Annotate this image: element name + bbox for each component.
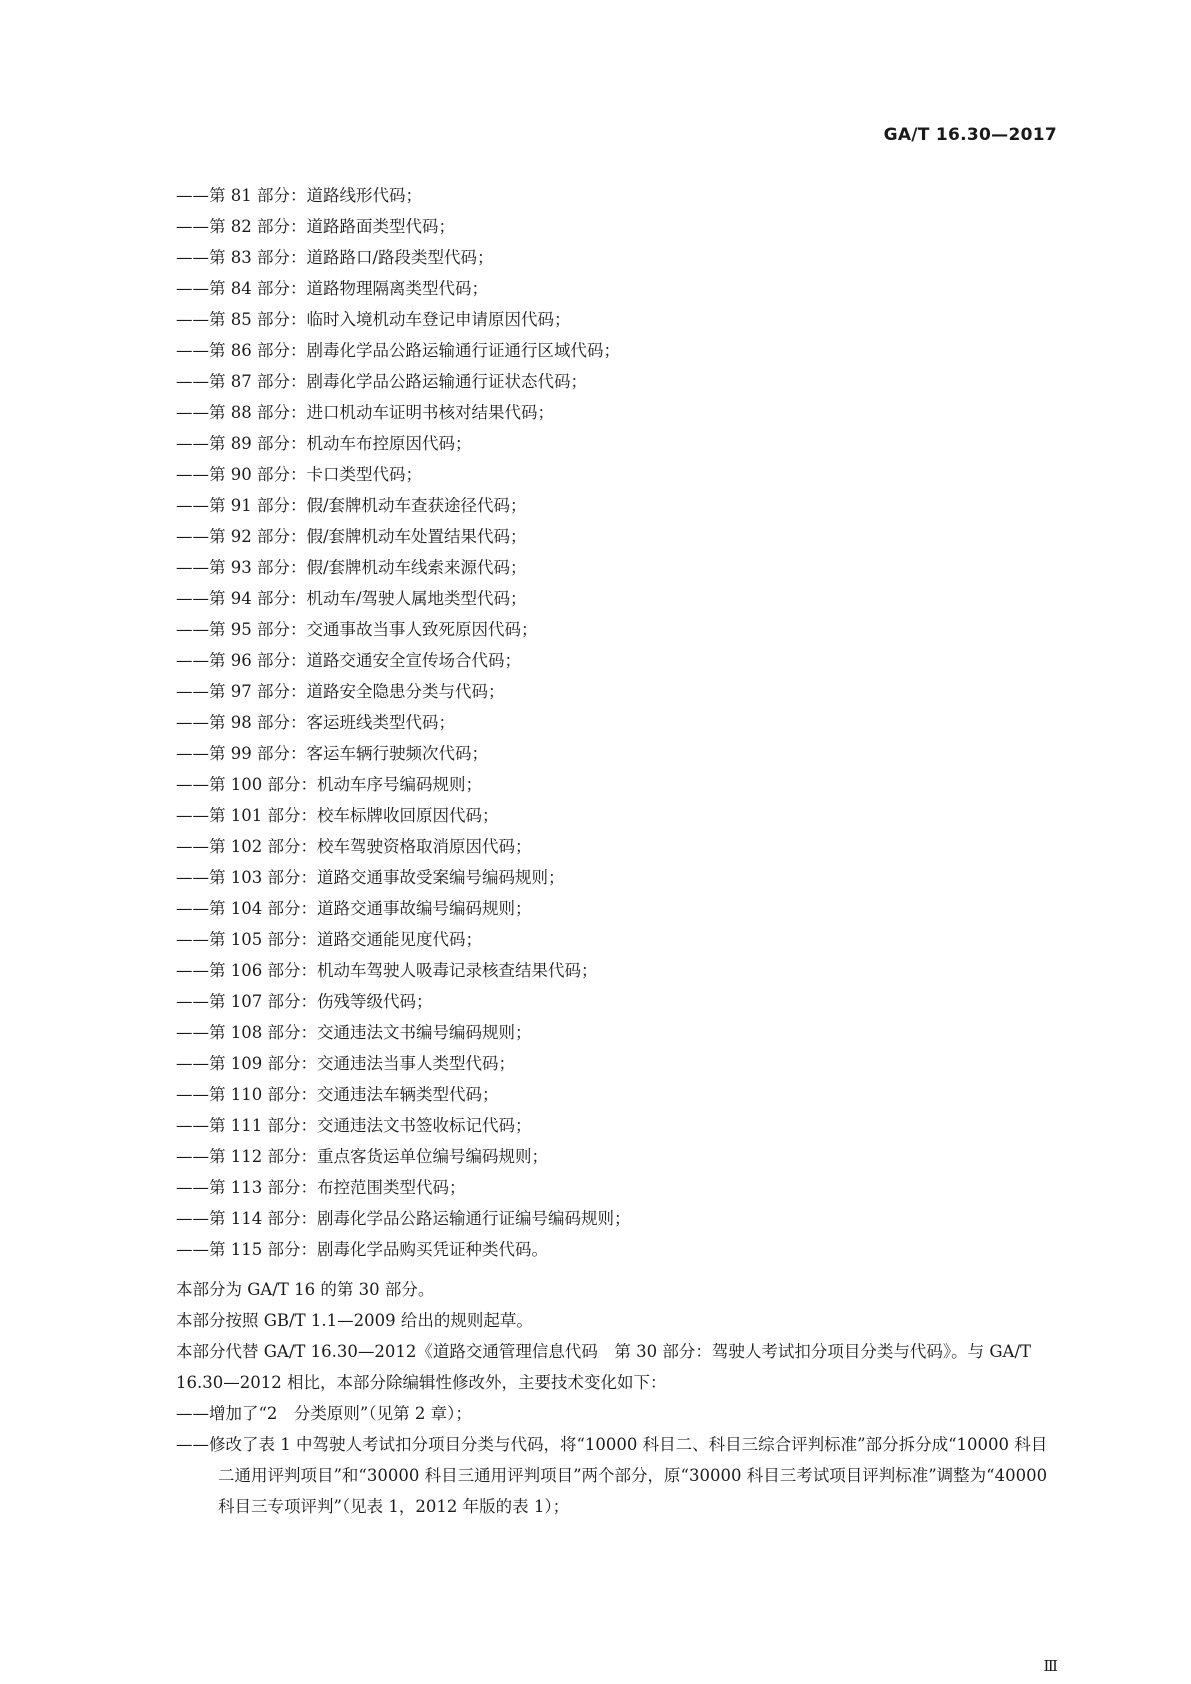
body-paragraphs [176, 1274, 1056, 1522]
paragraph-drafting-rules: 本部分按照 GB/T 1.1—2009 给出的规则起草。 [176, 1311, 533, 1330]
list-item: ——第 113 部分：布控范围类型代码； [176, 1178, 466, 1197]
change-item-added: ——增加了“2 分类原则”（见第 2 章）； [176, 1404, 472, 1423]
parts-list [176, 180, 1056, 1265]
list-item: ——第 91 部分：假/套牌机动车查获途径代码； [176, 496, 527, 515]
list-item: ——第 90 部分：卡口类型代码； [176, 465, 422, 484]
list-item: ——第 110 部分：交通违法车辆类型代码； [176, 1085, 499, 1104]
list-item: ——第 107 部分：伤残等级代码； [176, 992, 433, 1011]
document-code: GA/T 16.30—2017 [883, 125, 1057, 145]
list-item: ——第 101 部分：校车标牌收回原因代码； [176, 806, 499, 825]
list-item: ——第 87 部分：剧毒化学品公路运输通行证状态代码； [176, 372, 587, 391]
list-item: ——第 82 部分：道路路面类型代码； [176, 217, 455, 236]
list-item: ——第 111 部分：交通违法文书签收标记代码； [176, 1116, 532, 1135]
list-item: ——第 93 部分：假/套牌机动车线索来源代码； [176, 558, 527, 577]
list-item: ——第 86 部分：剧毒化学品公路运输通行证通行区域代码； [176, 341, 620, 360]
list-item: ——第 88 部分：进口机动车证明书核对结果代码； [176, 403, 554, 422]
list-item: ——第 106 部分：机动车驾驶人吸毒记录核查结果代码； [176, 961, 598, 980]
list-item: ——第 83 部分：道路路口/路段类型代码； [176, 248, 494, 267]
list-item: ——第 104 部分：道路交通事故编号编码规则； [176, 899, 532, 918]
list-item: ——第 98 部分：客运班线类型代码； [176, 713, 455, 732]
list-item: ——第 99 部分：客运车辆行驶频次代码； [176, 744, 488, 763]
list-item: ——第 85 部分：临时入境机动车登记申请原因代码； [176, 310, 571, 329]
list-item: ——第 105 部分：道路交通能见度代码； [176, 930, 482, 949]
list-item: ——第 89 部分：机动车布控原因代码； [176, 434, 472, 453]
list-item: ——第 92 部分：假/套牌机动车处置结果代码； [176, 527, 527, 546]
page-number: Ⅲ [1043, 1657, 1058, 1675]
list-item: ——第 102 部分：校车驾驶资格取消原因代码； [176, 837, 532, 856]
list-item: ——第 109 部分：交通违法当事人类型代码； [176, 1054, 515, 1073]
change-item-modified: ——修改了表 1 中驾驶人考试扣分项目分类与代码，将“10000 科目二、科目三综合评判标准”部分拆分成“10000 科目二通用评判项目”和“30000 科目三通用评判项目”两个部分，原“30000 科目三考试项目评判标准”调整为“40000 科目三专项评判”（见表 1，2012 年版的表 1）； [176, 1435, 1048, 1516]
paragraph-part-number: 本部分为 GA/T 16 的第 30 部分。 [176, 1280, 435, 1299]
list-item: ——第 95 部分：交通事故当事人致死原因代码； [176, 620, 538, 639]
list-item: ——第 94 部分：机动车/驾驶人属地类型代码； [176, 589, 527, 608]
list-item: ——第 100 部分：机动车序号编码规则； [176, 775, 482, 794]
list-item: ——第 114 部分：剧毒化学品公路运输通行证编号编码规则； [176, 1209, 631, 1228]
list-item: ——第 108 部分：交通违法文书编号编码规则； [176, 1023, 532, 1042]
list-item: ——第 81 部分：道路线形代码； [176, 186, 422, 205]
list-item: ——第 115 部分：剧毒化学品购买凭证种类代码。 [176, 1240, 548, 1259]
list-item: ——第 112 部分：重点客货运单位编号编码规则； [176, 1147, 548, 1166]
list-item: ——第 97 部分：道路安全隐患分类与代码； [176, 682, 505, 701]
list-item: ——第 84 部分：道路物理隔离类型代码； [176, 279, 488, 298]
list-item: ——第 103 部分：道路交通事故受案编号编码规则； [176, 868, 565, 887]
list-item: ——第 96 部分：道路交通安全宣传场合代码； [176, 651, 521, 670]
paragraph-replacement: 本部分代替 GA/T 16.30—2012《道路交通管理信息代码 第 30 部分：驾驶人考试扣分项目分类与代码》。与 GA/T 16.30—2012 相比，本部分除编辑性修改外，主要技术变化如下： [176, 1342, 1032, 1392]
